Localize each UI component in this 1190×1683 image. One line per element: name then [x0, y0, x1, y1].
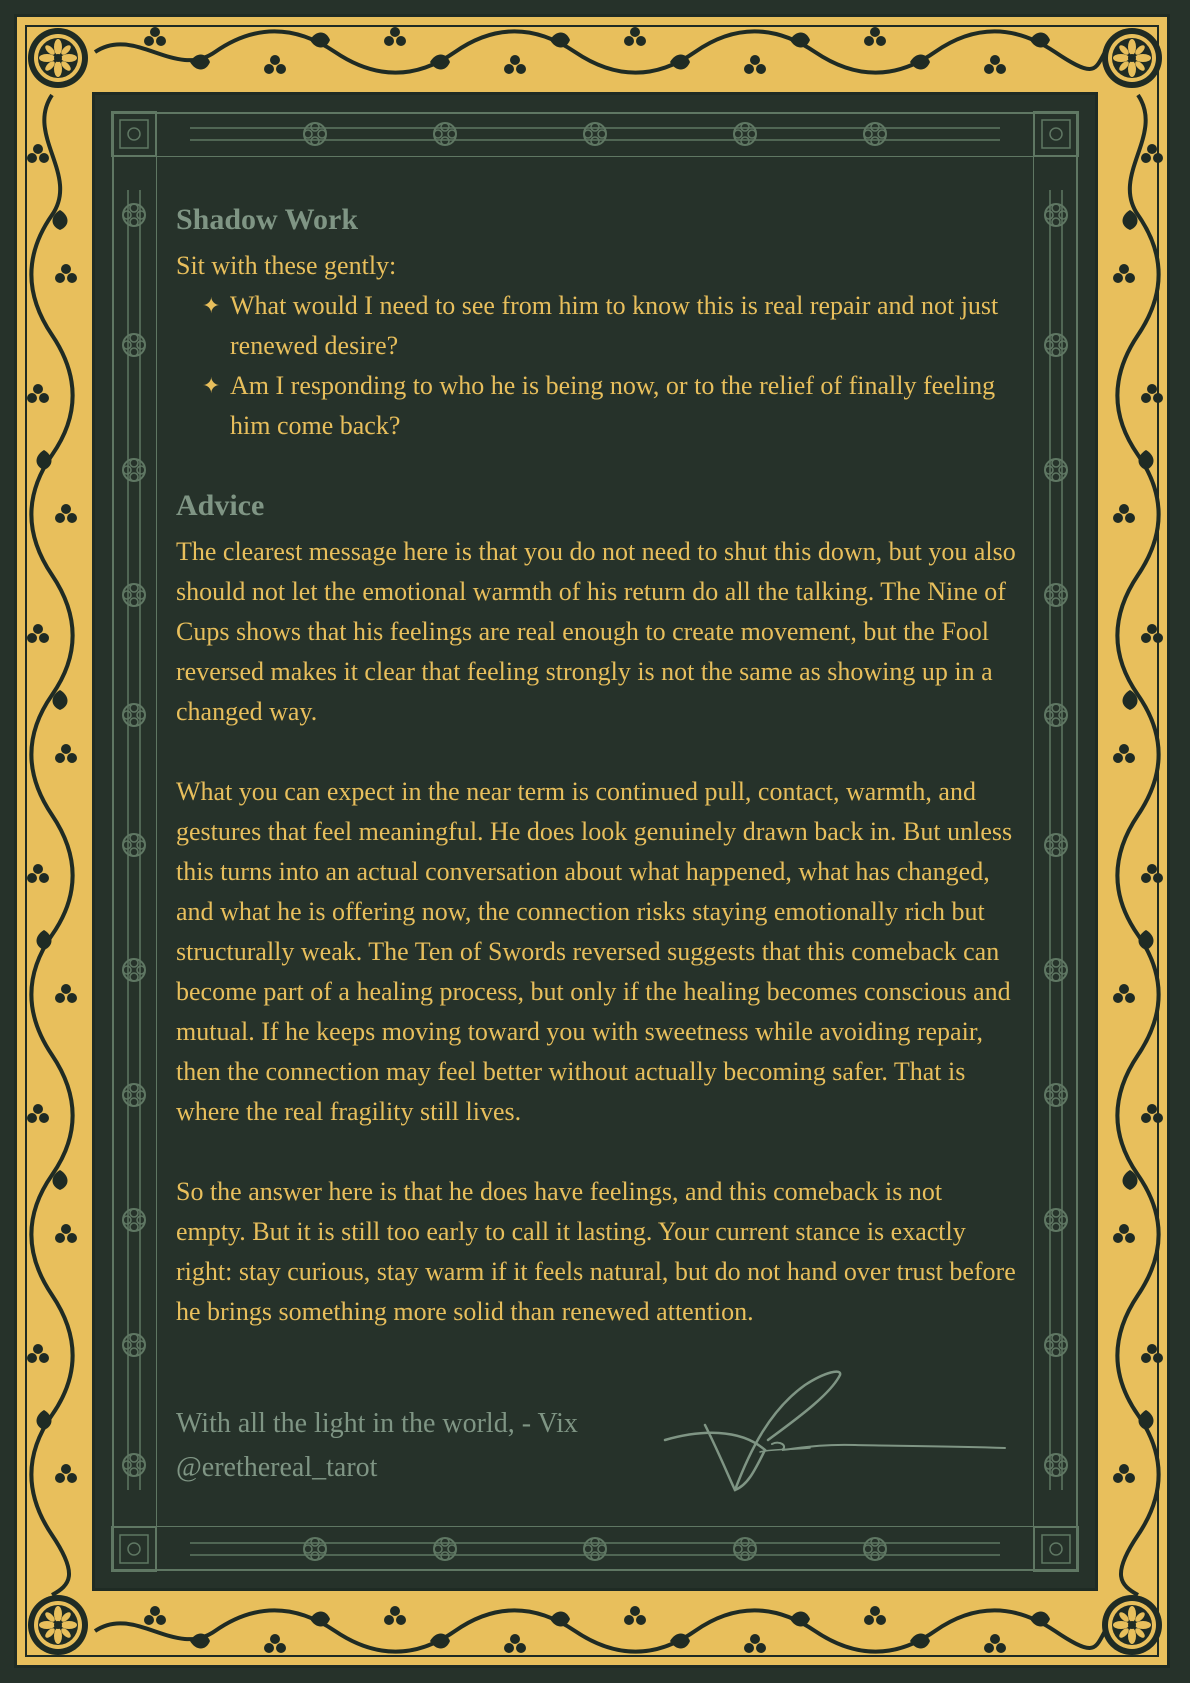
- star-bullet-icon: ✦: [202, 293, 221, 318]
- shadow-work-intro: Sit with these gently:: [176, 251, 397, 280]
- prompt-text: What would I need to see from him to know this is real repair and not just renewed desire?: [230, 291, 999, 360]
- advice-paragraph: So the answer here is that he does have feelings, and this comeback is not empty. But it is still too early to call it lasting. Your current stance is exactly right: stay curious, stay warm if it feels natural, but do not hand over trust before he brings something more solid than renewed attention.: [176, 1177, 1016, 1326]
- advice-paragraph: What you can expect in the near term is continued pull, contact, warmth, and gestures that feel meaningful. He does look genuinely drawn back in. But unless this turns into an actual conversation about what happened, what has changed, and what he is offering now, the connection risks staying emotionally rich but structurally weak. The Ten of Swords reversed suggests that this comeback can become part of a healing process, but only if the healing becomes conscious and mutual. If he keeps moving toward you with sweetness while avoiding repair, then the connection may feel better without actually becoming safer. That is where the real fragility still lives.: [176, 777, 1013, 1126]
- advice-heading: Advice: [176, 489, 265, 522]
- star-bullet-icon: ✦: [202, 373, 221, 398]
- advice-paragraph: The clearest message here is that you do not need to shut this down, but you also should not let the emotional warmth of his return do all the talking. The Nine of Cups shows that his feelings are real enough to create movement, but the Fool reversed makes it clear that feeling strongly is not the same as showing up in a changed way.: [176, 537, 1016, 726]
- prompt-text: Am I responding to who he is being now, or to the relief of finally feeling him come back?: [230, 371, 996, 440]
- signoff-block: [176, 1402, 578, 1490]
- closing-line: With all the light in the world, - Vix: [176, 1408, 578, 1439]
- shadow-work-heading: Shadow Work: [176, 203, 359, 236]
- list-item: [176, 366, 1016, 446]
- author-handle: @erethereal_tarot: [176, 1452, 378, 1483]
- shadow-work-prompts: [176, 286, 1016, 446]
- reading-content: [176, 200, 1016, 1372]
- handwritten-signature: [660, 1360, 1010, 1500]
- list-item: [176, 286, 1016, 366]
